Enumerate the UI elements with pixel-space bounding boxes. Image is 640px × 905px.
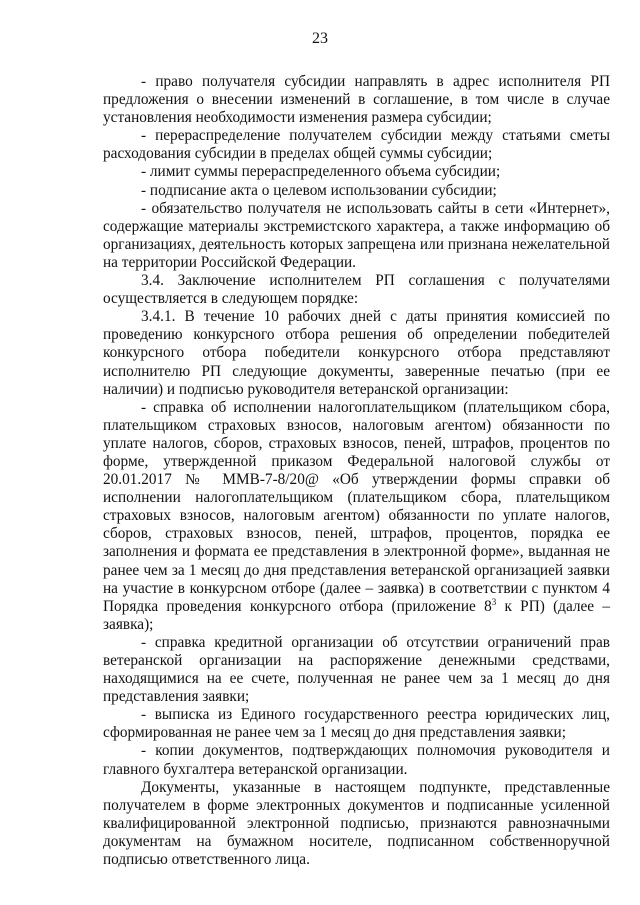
paragraph-section-3-4-1: 3.4.1. В течение 10 рабочих дней с даты принятия комиссией по проведению конкурсного отбора решения об определении победителей конкурсного отбора победители конкурсного отбора представляют исполнителю РП следующие документы, заверенные печатью (при ее наличии) и подписью руководителя ветеранской организации:: [103, 308, 610, 398]
tax-certificate-text-end: к РП) (далее – заявка);: [103, 597, 610, 633]
paragraph-bank-certificate: - справка кредитной организации об отсутствии ограничений прав ветеранской организации на распоряжение денежными средствами, находящимися на ее счете, полученная не ранее чем за 1 месяц до дня представления заявки;: [103, 633, 610, 706]
paragraph-right-to-propose-changes: - право получателя субсидии направлять в адрес исполнителя РП предложения о внесении изменений в соглашение, в том числе в случае установления необходимости изменения размера субсидии;: [103, 73, 610, 127]
paragraph-redistribution-between-items: - перераспределение получателем субсидии между статьями сметы расходования субсидии в пределах общей суммы субсидии;: [103, 127, 610, 163]
page-number: 23: [312, 30, 328, 47]
appendix-superscript: 3: [491, 596, 497, 607]
paragraph-tax-certificate: [103, 399, 610, 634]
paragraph-electronic-documents: Документы, указанные в настоящем подпункте, представленные получателем в форме электронных документов и подписанные усиленной квалифицированной электронной подписью, признаются равнозначными документам на бумажном носителе, подписанном собственноручной подписью ответственного лица.: [103, 778, 610, 869]
paragraph-internet-obligation: - обязательство получателя не использовать сайты в сети «Интернет», содержащие материалы экстремистского характера, а также информацию об организациях, деятельность которых запрещена или признана нежелательной на территории Российской Федерации.: [103, 199, 610, 271]
paragraph-redistribution-limit: - лимит суммы перераспределенного объема субсидии;: [141, 163, 501, 181]
paragraph-authority-copies: - копии документов, подтверждающих полномочия руководителя и главного бухгалтера ветеранской организации.: [103, 742, 610, 778]
tax-certificate-text: - справка об исполнении налогоплательщиком (плательщиком сбора, плательщиком страховых взносов, налоговым агентом) обязанности по уплате налогов, сборов, страховых взносов, пеней, штрафов, процентов по форме, утвержденной приказом Федеральной налоговой службы от 20.01.2017 № ММВ-7-8/20@ «Об утверждении формы справки об исполнении налогоплательщиком (плательщиком сбора, плательщиком страховых взносов, налоговым агентом) обязанности по уплате налогов, сборов, страховых взносов, пеней, штрафов, процентов, порядка ее заполнения и формата ее представления в электронной форме», выданная не ранее чем за 1 месяц до дня представления ветеранской организацией заявки на участие в конкурсном отборе (далее – заявка) в соответствии с пунктом 4 Порядка проведения конкурсного отбора (приложение 8: [103, 398, 610, 615]
document-body: [103, 73, 610, 869]
paragraph-act-signing: - подписание акта о целевом использовании субсидии;: [141, 181, 497, 199]
paragraph-section-3-4: 3.4. Заключение исполнителем РП соглашения с получателями осуществляется в следующем порядке:: [103, 272, 610, 308]
paragraph-registry-extract: - выписка из Единого государственного реестра юридических лиц, сформированная не ранее чем за 1 месяц до дня представления заявки;: [103, 706, 610, 742]
